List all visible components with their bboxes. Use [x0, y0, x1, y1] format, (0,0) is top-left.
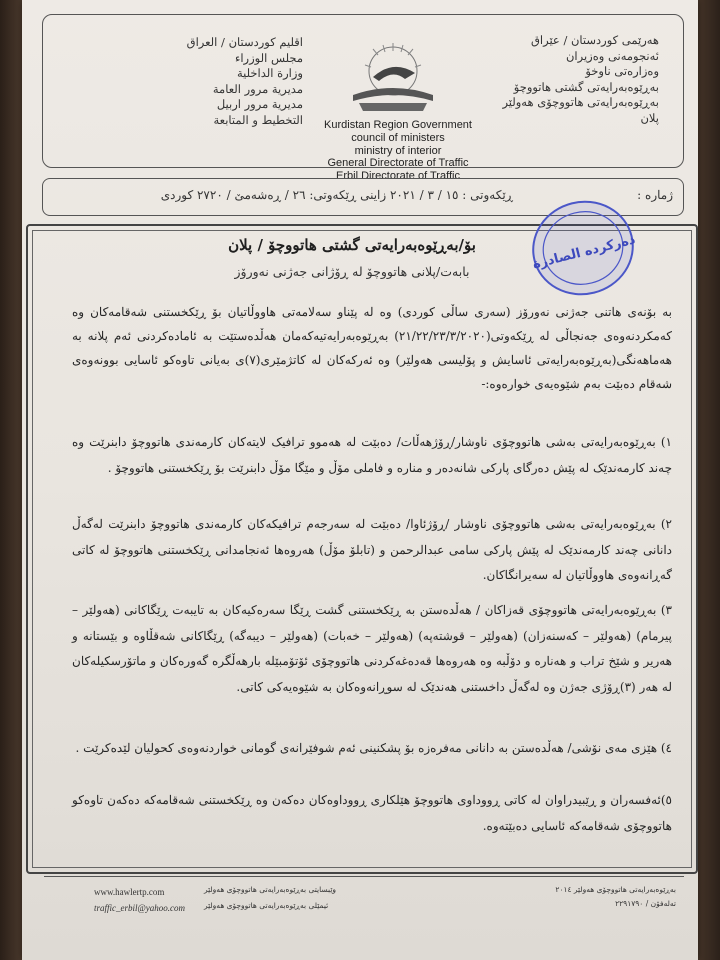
english-letterhead — [308, 119, 488, 183]
intro-text: بە بۆنەی هاتنی جەژنی نەورۆز (سەری ساڵی کوردی) وە لە پێناو سەلامەتی هاووڵاتیان بۆ ڕێکخستنی شەقامەکان وە کەمکردنەوەی جەنجاڵی لە ڕێکەوتی(٢١/٢٢/٢٣/٣/٢٠٢٠) بەڕێوەبەرایەتیەکەمان هەڵدەستێت بە ئامادەکردنی ئەم پلانە بە هەماهەنگی(بەڕێوەبەرایەتی ئاسایش و پۆلیسی هەولێر) وە ئەرکەکان لە کاتژمێری(٧)ی بەیانی تاوەکو ئاسایی بوونەوەی شەقام دەبێت بەم شێوەیەی خوارەوە:- — [72, 305, 672, 391]
english-line: Erbil Directorate of Traffic — [336, 170, 460, 183]
list-item-text: ٢) بەڕێوەبەرایەتی بەشی هاتووچۆی ناوشار /ڕۆژئاوا/ دەبێت لە سەرجەم ترافیکەکان کارمەندی هاتووچۆ دابنرێت لەگەڵ دانانی چەند کارمەندێک لە پێش پارکی سامی عبدالرحمن و (تابلۆ مۆڵ) هەروەها ئەنجامدانی ڕێکخستنی هاتووچۆ لە کاتی گەڕانەوەی هاووڵاتیان لە سەیرانگاکان. — [72, 517, 672, 582]
english-line: council of ministers — [351, 131, 445, 144]
document-page — [22, 0, 698, 960]
issued-stamp-icon — [528, 196, 638, 300]
document-footer — [44, 876, 684, 923]
stamp-text: دەرکردە الصادرة — [531, 232, 637, 273]
footer-office: بەڕێوەبەرایەتی هاتووچۆی هەولێر ٢٠١٤ — [555, 885, 676, 894]
kurdish-line: هەرێمی کوردستان / عێراق — [531, 33, 659, 47]
list-item-text: ٤) هێزی مەی نۆشی/ هەڵدەستن بە دانانی مەفرەزە بۆ پشکنینی ئەم شوفێرانەی گومانی خواردنەوەی کحولیان لێدەکرێت . — [75, 741, 672, 755]
list-item — [72, 430, 672, 481]
footer-phone: تەلەفۆن / ٢٢٩١٧٩٠ — [615, 899, 676, 908]
list-item — [72, 788, 672, 839]
document-title: بۆ/بەڕێوەبەرایەتی گشتی هاتووچۆ / پلان — [228, 236, 476, 254]
list-item — [72, 598, 672, 700]
letterhead — [42, 14, 684, 183]
list-item — [72, 512, 672, 589]
footer-email: traffic_erbil@yahoo.com — [94, 903, 186, 913]
footer-website-label: وێبسایتی بەڕێوەبەرایەتی هاتووچۆی هەولێر — [204, 885, 337, 894]
list-item — [72, 736, 672, 762]
document-subject: بابەت/پلانی هاتووچۆ لە ڕۆژانی جەژنی نەورۆز — [234, 264, 470, 279]
kurdish-line: وەزارەتی ناوخۆ — [585, 64, 659, 78]
list-item-text: ١) بەڕێوەبەرایەتی بەشی هاتووچۆی ناوشار/ڕۆژهەڵات/ دەبێت لە هەموو ترافیک لایتەکان کارمەندی هاتووچۆ دابنرێت وە چەند کارمەندێک لە پێش دەرگای پارکی شانەدەر و منارە و فاملی مۆڵ و مێگا مۆڵ دابنرێت بۆ ڕێکخستنی هاتووچۆ . — [72, 435, 672, 475]
background-left — [0, 0, 22, 960]
arabic-line: مجلس الوزراء — [234, 50, 303, 65]
footer-website: www.hawlertp.com — [94, 887, 165, 897]
arabic-line: مديرية مرور اربيل — [216, 97, 303, 111]
arabic-letterhead — [73, 35, 303, 128]
kurdish-letterhead — [459, 33, 659, 126]
kurdish-line: پلان — [640, 110, 659, 125]
kurdish-line: بەڕێوەبەرایەتی هاتووچۆی هەولێر — [502, 95, 659, 109]
footer-email-label: ئیمێلی بەڕێوەبەرایەتی هاتووچۆی هەولێر — [204, 901, 329, 910]
list-item-text: ٥)ئەفسەران و ڕێبیدراوان لە کاتی ڕووداوی هاتووچۆ هێلکاری ڕووداوەکان دەکەن وە ڕێکخستنی شەقامەکە دەکەن تاوەکو هاتووچۆی شەقامەکە ئاسایی دەبێتەوە. — [72, 793, 672, 833]
arabic-line: وزارة الداخلية — [236, 66, 303, 80]
kurdish-line: بەڕێوەبەرایەتی گشتی هاتووچۆ — [513, 79, 659, 94]
kurdish-line: ئەنجومەنی وەزیران — [565, 48, 659, 63]
intro-paragraph — [72, 300, 672, 396]
reference-number-label: ژمارە : — [637, 188, 673, 202]
arabic-line: اقليم كوردستان / العراق — [186, 35, 303, 49]
arabic-line: التخطيط و المتابعة — [213, 112, 303, 127]
kurdistan-emblem-icon — [333, 37, 453, 117]
arabic-line: مديرية مرور العامة — [212, 81, 303, 96]
list-item-text: ٣) بەڕێوەبەرایەتی هاتووچۆی قەزاکان / هەڵدەستن بە ڕێکخستنی گشت ڕێگا سەرەکیەکان بە تایبەت ڕێگاکانی (هەولێر – پیرمام) (هەولێر – کەسنەزان) (هەولێر – قوشتەپە) (هەولێر – خەبات) (هەولێر – دیبەگە) ڕێگاکانی شەقڵاوە و بێستانە و هەریر و شێخ تراب و هەنارە و دۆڵبە وە هەروەها قەدەغەکردنی هاتووچۆی ئۆتۆمبێلە بارهەڵگرە گەورەکان و ماتۆرسکیلەکان لە هەر (٣)ڕۆژی جەژن وە لەگەڵ داخستنی هەندێک لە سوڕانەوەکان بە شێوەیەکی کاتی. — [72, 603, 672, 694]
english-line: ministry of interior — [354, 144, 442, 157]
english-line: Kurdistan Region Government — [324, 119, 472, 131]
reference-date: ڕێکەوتی : ١٥ / ٣ / ٢٠٢١ زاینی ڕێکەوتی: ٢٦ / ڕەشەمێ / ٢٧٢٠ کوردی — [160, 188, 513, 202]
english-line: General Directorate of Traffic — [327, 157, 469, 170]
